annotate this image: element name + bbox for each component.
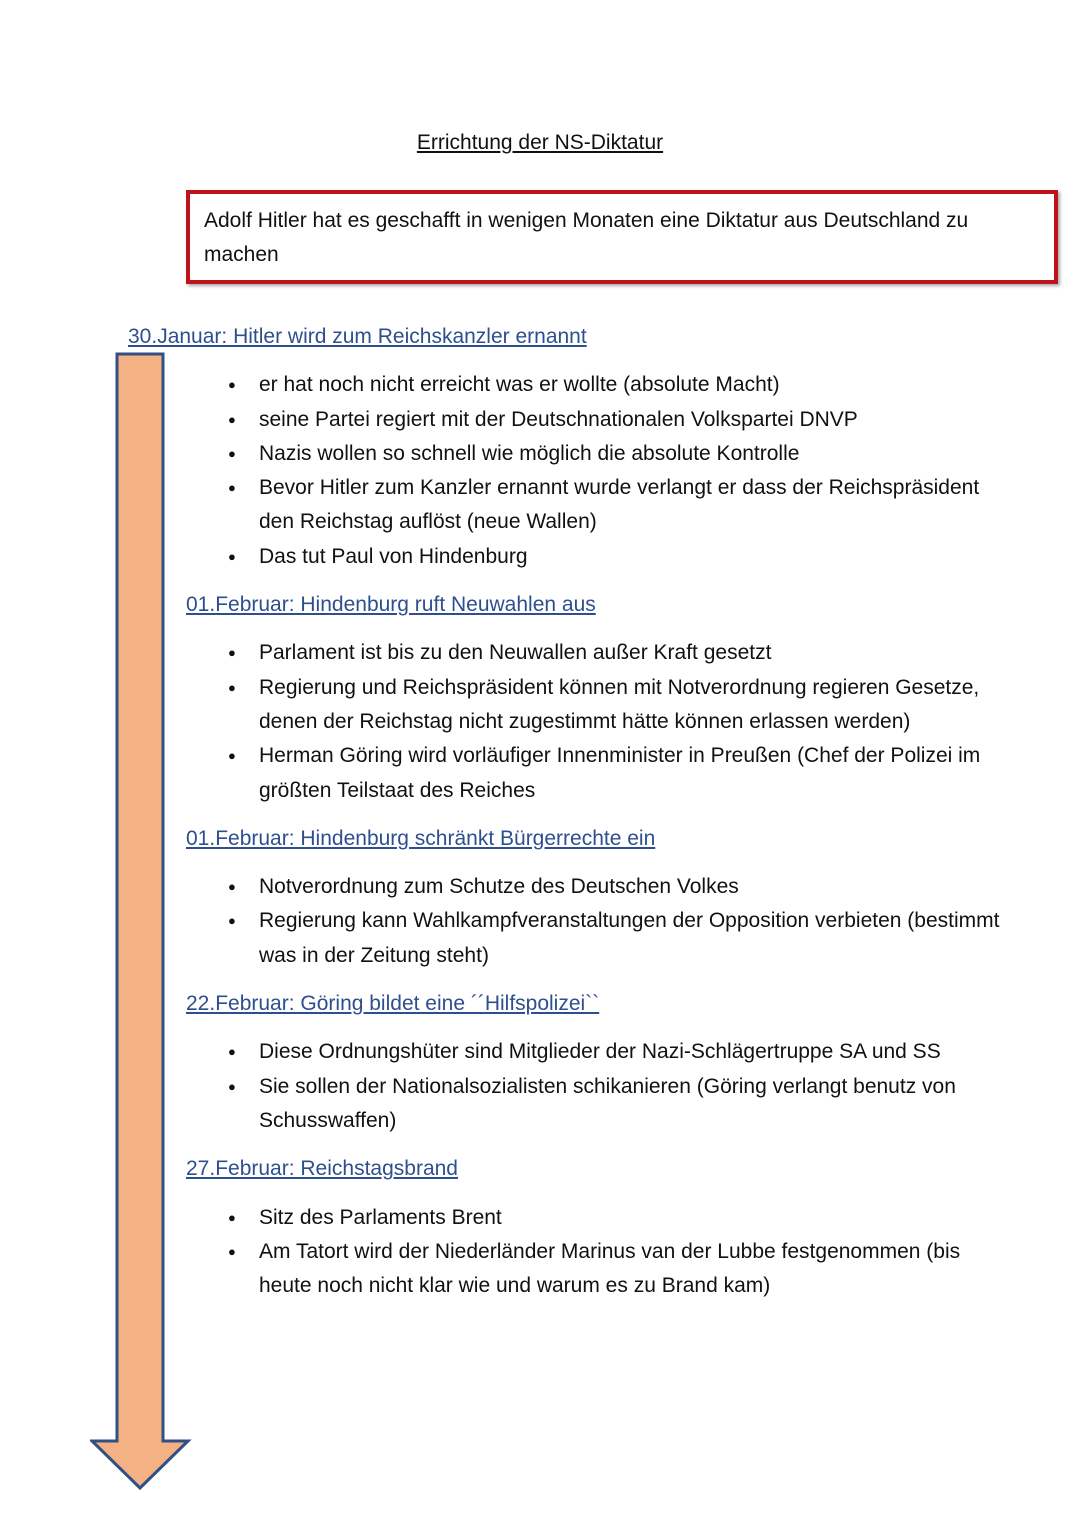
list-item-text: Notverordnung zum Schutze des Deutschen Volkes [259,875,739,899]
list-item [228,1235,1008,1304]
bullet-icon: ● [228,377,236,393]
bullet-icon: ● [228,1209,236,1225]
bullet-icon: ● [228,748,236,764]
list-item [228,368,1008,402]
list-item-text: er hat noch nicht erreicht was er wollte (absolute Macht) [259,373,780,397]
list-item-text: Parlament ist bis zu den Neuwallen außer Kraft gesetzt [259,641,772,665]
list-item-text: Bevor Hitler zum Kanzler ernannt wurde verlangt er dass der Reichspräsident den Reichstag auflöst (neue Wallen) [259,476,980,534]
bullet-icon: ● [228,480,236,496]
list-item [228,870,1008,904]
list-item [228,471,1008,540]
section-heading: 22.Februar: Göring bildet eine ´´Hilfspolizei`` [186,992,600,1016]
bullet-icon: ● [228,1078,236,1094]
bullet-icon: ● [228,1044,236,1060]
list-item [228,437,1008,471]
list-item-text: Sitz des Parlaments Brent [259,1205,502,1229]
section-heading: 01.Februar: Hindenburg schränkt Bürgerrechte ein [186,826,656,850]
list-item-text: Regierung kann Wahlkampfveranstaltungen der Opposition verbieten (bestimmt was in der Zeitung steht) [259,909,1000,967]
section-heading: 01.Februar: Hindenburg ruft Neuwahlen aus [186,593,596,617]
list-item-text: Das tut Paul von Hindenburg [259,544,528,568]
section-heading: 30.Januar: Hitler wird zum Reichskanzler ernannt [128,325,587,348]
intro-box: Adolf Hitler hat es geschafft in wenigen Monaten eine Diktatur aus Deutschland zu machen [186,190,1058,284]
list-item-text: Am Tatort wird der Niederländer Marinus van der Lubbe festgenommen (bis heute noch nicht klar wie und warum es zu Brand kam) [259,1239,961,1298]
list-item [228,636,1008,670]
list-item [228,904,1008,973]
bullet-icon: ● [228,645,236,661]
bullet-icon: ● [228,411,236,427]
bullet-icon: ● [228,879,236,895]
list-item [228,739,1008,808]
bullet-icon: ● [228,679,236,695]
bullet-list [128,870,1008,973]
bullet-list [128,1201,1008,1304]
list-item [228,540,1008,574]
list-item-text: Regierung und Reichspräsident können mit Notverordnung regieren Gesetze, denen der Reichstag nicht zugestimmt hätte können erlassen werden) [259,675,980,733]
bullet-icon: ● [228,548,236,564]
list-item [228,1035,1008,1069]
bullet-list [128,368,1008,574]
bullet-icon: ● [228,1243,236,1259]
bullet-icon: ● [228,913,236,929]
list-item-text: seine Partei regiert mit der Deutschnationalen Volkspartei DNVP [259,407,858,431]
list-item-text: Nazis wollen so schnell wie möglich die absolute Kontrolle [259,441,800,465]
bullet-list [128,1035,1008,1138]
page-title: Errichtung der NS-Diktatur [416,131,664,154]
list-item [228,403,1008,437]
list-item [228,671,1008,740]
bullet-list [128,636,1008,807]
section-heading: 27.Februar: Reichstagsbrand [186,1157,458,1181]
bullet-icon: ● [228,445,236,461]
list-item-text: Sie sollen der Nationalsozialisten schikanieren (Göring verlangt benutz von Schusswaffen) [259,1074,956,1132]
list-item [228,1201,1008,1235]
timeline-content [128,320,1008,1317]
list-item-text: Herman Göring wird vorläufiger Innenminister in Preußen (Chef der Polizei im größten Teilstaat des Reiches [259,744,981,802]
list-item [228,1070,1008,1139]
list-item-text: Diese Ordnungshüter sind Mitglieder der Nazi-Schlägertruppe SA und SS [259,1040,941,1064]
